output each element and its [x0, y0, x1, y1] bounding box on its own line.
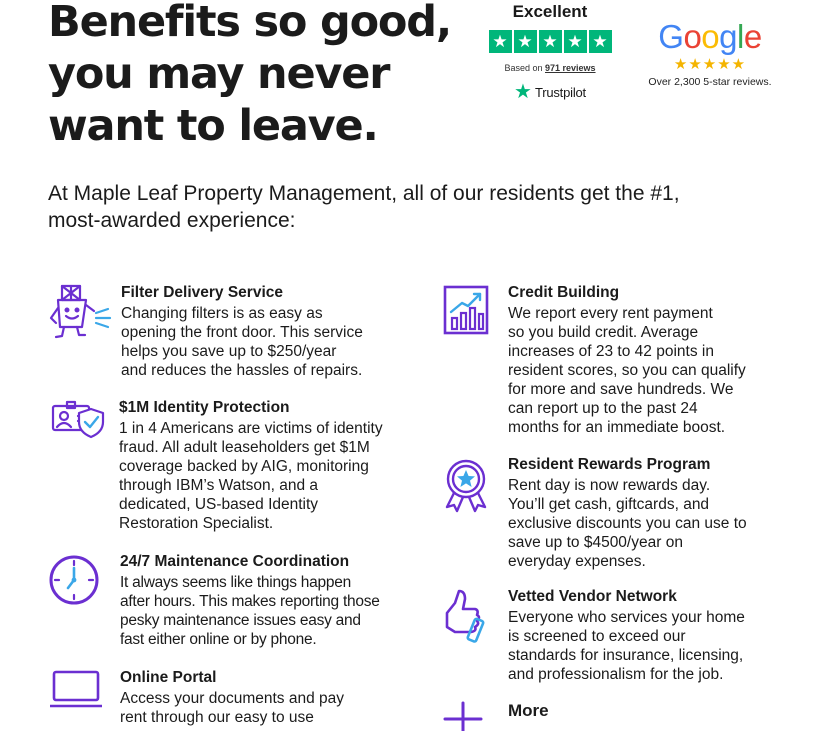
feature-body-line: opening the front door. This service — [121, 324, 363, 341]
feature-maintenance — [48, 552, 418, 649]
feature-body — [121, 304, 418, 380]
feature-title: Filter Delivery Service — [121, 284, 283, 301]
feature-credit-building — [441, 283, 821, 437]
feature-filter-delivery — [48, 283, 418, 380]
clock-icon — [48, 554, 100, 606]
feature-body-line: fast either online or by phone. — [120, 631, 317, 648]
feature-body-line: fraud. All adult leaseholders get $1M — [119, 439, 370, 456]
star-icon: ★ — [514, 30, 537, 53]
feature-identity-protection — [48, 398, 418, 533]
feature-body-line: so you build credit. Average — [508, 324, 699, 341]
feature-title: 24/7 Maintenance Coordination — [120, 553, 350, 570]
google-logo — [640, 18, 780, 56]
intro-text — [48, 180, 808, 234]
feature-more — [441, 701, 821, 721]
feature-body — [120, 573, 418, 649]
feature-body — [508, 304, 821, 437]
headline-line-1: Benefits so good, — [48, 0, 451, 47]
intro-line-1: At Maple Leaf Property Management, all of our residents get the #1, — [48, 182, 680, 205]
feature-body-line: resident scores, so you can qualify — [508, 362, 746, 379]
feature-body-line: increases of 23 to 42 points in — [508, 343, 714, 360]
filter-delivery-icon — [48, 283, 114, 341]
headline-line-3: want to leave. — [48, 101, 378, 151]
feature-rewards — [441, 455, 821, 571]
feature-body-line: for more and save hundreds. We — [508, 381, 734, 398]
feature-title: Resident Rewards Program — [508, 456, 711, 473]
thumbs-up-icon — [437, 589, 487, 643]
feature-body-line: and reduces the hassles of repairs. — [121, 362, 363, 379]
laptop-icon — [48, 668, 104, 712]
feature-body-line: Restoration Specialist. — [119, 515, 274, 532]
feature-body-line: pesky maintenance issues easy and — [120, 612, 361, 629]
feature-body-line: You’ll get cash, giftcards, and — [508, 496, 710, 513]
feature-body-line: We report every rent payment — [508, 305, 713, 322]
feature-body-line: exclusive discounts you can use to — [508, 515, 747, 532]
feature-title: More — [508, 701, 549, 720]
star-icon: ★ — [539, 30, 562, 53]
feature-body-line: Everyone who services your home — [508, 609, 745, 626]
trustpilot-rating-word: Excellent — [512, 2, 588, 21]
feature-body-line: rent through our easy to use — [120, 709, 314, 726]
feature-body-line: can report up to the past 24 — [508, 400, 698, 417]
plus-icon — [441, 701, 485, 731]
google-stars: ★★★★★ — [673, 56, 747, 73]
trustpilot-brand-name: Trustpilot — [534, 84, 586, 100]
feature-body-line: standards for insurance, licensing, — [508, 647, 744, 664]
google-letter: e — [743, 18, 762, 55]
feature-body-line: and professionalism for the job. — [508, 666, 724, 683]
feature-body-line: through IBM’s Watson, and a — [119, 477, 319, 494]
review-count-link[interactable]: 971 reviews — [545, 63, 596, 73]
trustpilot-logo — [486, 82, 614, 102]
trustpilot-based-on — [486, 63, 614, 73]
feature-body-line: coverage backed by AIG, monitoring — [119, 458, 369, 475]
based-on-prefix: Based on — [504, 63, 543, 73]
feature-body-line: helps you save up to $250/year — [121, 343, 337, 360]
trustpilot-stars — [486, 30, 614, 53]
star-icon: ★ — [489, 30, 512, 53]
google-review-note: Over 2,300 5-star reviews. — [648, 76, 772, 88]
google-letter: l — [737, 18, 744, 55]
google-letter: g — [719, 18, 738, 55]
feature-body — [120, 689, 418, 727]
google-letter: o — [683, 18, 702, 55]
feature-title: Credit Building — [508, 284, 620, 301]
feature-body — [508, 476, 821, 571]
feature-body-line: It always seems like things happen — [120, 574, 352, 591]
feature-title: $1M Identity Protection — [119, 399, 290, 416]
credit-chart-icon — [442, 284, 492, 336]
star-icon: ★ — [564, 30, 587, 53]
feature-body — [508, 608, 821, 684]
google-letter: G — [658, 18, 684, 55]
google-rating[interactable] — [640, 18, 780, 88]
feature-body-line: everyday expenses. — [508, 553, 646, 570]
feature-body-line: Changing filters is as easy as — [121, 305, 323, 322]
feature-vendor-network — [441, 587, 821, 684]
feature-title: Online Portal — [120, 669, 217, 686]
feature-body-line: Access your documents and pay — [120, 690, 345, 707]
feature-body-line: 1 in 4 Americans are victims of identity — [119, 420, 383, 437]
feature-body-line: dedicated, US-based Identity — [119, 496, 319, 513]
feature-online-portal — [48, 668, 418, 727]
headline-line-2: you may never — [48, 49, 390, 99]
trustpilot-rating[interactable] — [486, 2, 614, 102]
feature-title: Vetted Vendor Network — [508, 588, 677, 605]
intro-line-2: most-awarded experience: — [48, 209, 296, 232]
feature-body — [119, 419, 418, 533]
feature-body-line: is screened to exceed our — [508, 628, 686, 645]
headline — [48, 0, 451, 152]
identity-shield-icon — [51, 400, 107, 440]
google-letter: o — [701, 18, 720, 55]
feature-body-line: after hours. This makes reporting those — [120, 593, 380, 610]
award-badge-icon — [441, 457, 491, 513]
feature-body-line: months for an immediate boost. — [508, 419, 726, 436]
star-icon: ★ — [589, 30, 612, 53]
feature-body-line: save up to $4500/year on — [508, 534, 683, 551]
feature-body-line: Rent day is now rewards day. — [508, 477, 711, 494]
trustpilot-star-icon: ★ — [514, 81, 532, 103]
